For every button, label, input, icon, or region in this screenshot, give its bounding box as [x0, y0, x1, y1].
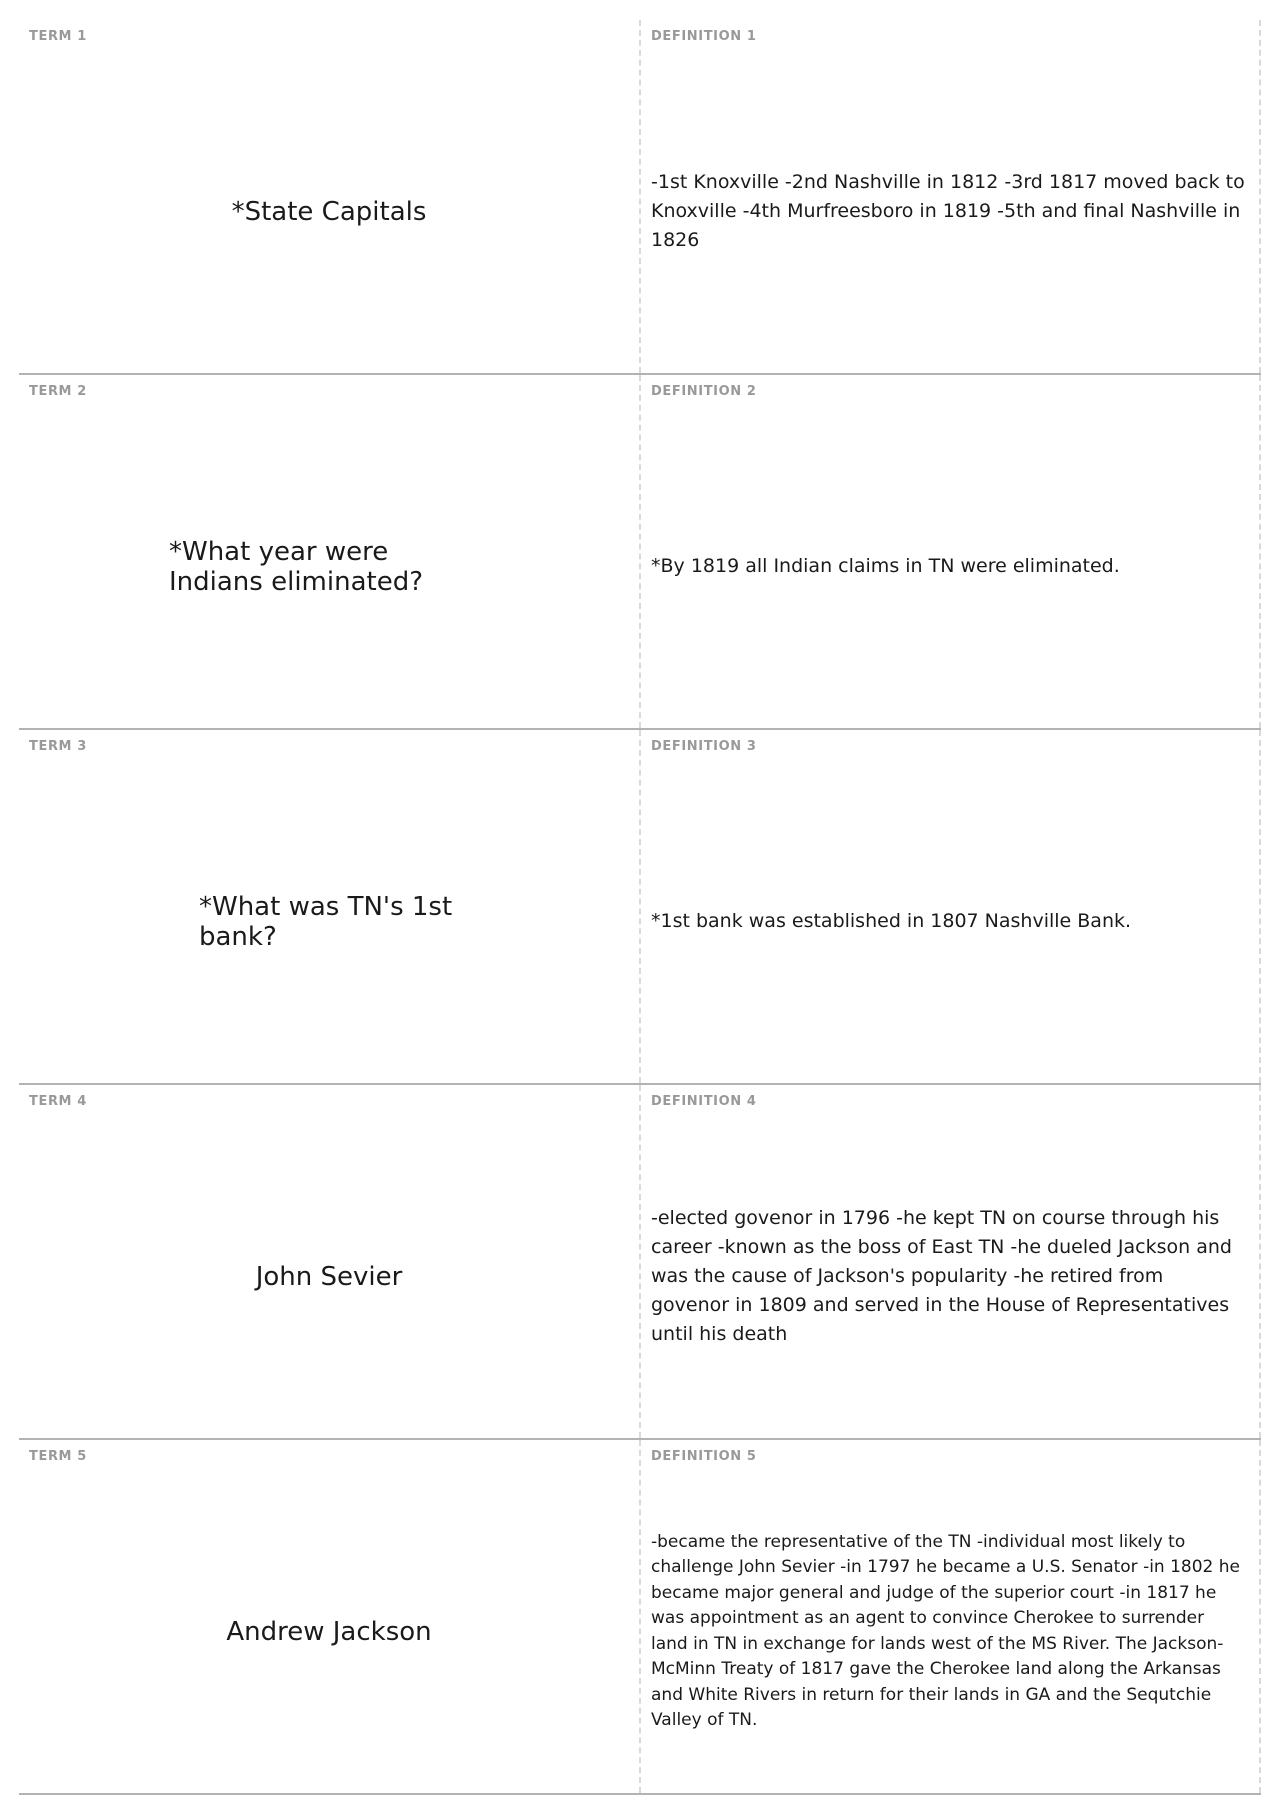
definition-cell — [641, 1440, 1261, 1793]
term-label: TERM 5 — [29, 1449, 87, 1464]
term-text: *What was TN's 1st bank? — [199, 891, 453, 952]
definition-text: *By 1819 all Indian claims in TN were eliminated. — [651, 555, 1120, 577]
definition-label: DEFINITION 1 — [651, 29, 757, 44]
term-text: *State Capitals — [231, 196, 427, 227]
definition-text: -became the representative of the TN -individual most likely to challenge John Sevier -in 1797 he became a U.S. Senator -in 1802 he became major general and judge of the superior court -in 1817 he was appointment as an agent to convince Cherokee to surrender land in TN in exchange for lands west of the MS River. The Jackson-McMinn Treaty of 1817 gave the Cherokee land along the Arkansas and White Rivers in return for their lands in GA and the Sequtchie Valley of TN. — [651, 1531, 1241, 1730]
flashcard-sheet — [19, 20, 1261, 1795]
term-cell — [19, 1085, 641, 1438]
card-row-5 — [19, 1440, 1261, 1795]
term-text: *What year were Indians eliminated? — [169, 536, 423, 597]
definition-cell — [641, 730, 1261, 1083]
term-cell — [19, 1440, 641, 1793]
definition-cell — [641, 1085, 1261, 1438]
definition-label: DEFINITION 2 — [651, 384, 757, 399]
definition-cell — [641, 20, 1261, 373]
card-row-1 — [19, 20, 1261, 375]
card-row-4 — [19, 1085, 1261, 1440]
definition-label: DEFINITION 4 — [651, 1094, 757, 1109]
term-cell — [19, 730, 641, 1083]
definition-text: *1st bank was established in 1807 Nashville Bank. — [651, 910, 1132, 932]
definition-text: -elected govenor in 1796 -he kept TN on course through his career -known as the boss of East TN -he dueled Jackson and was the cause of Jackson's popularity -he retired from govenor in 1809 and served in the House of Representatives until his death — [651, 1207, 1232, 1345]
term-text: Andrew Jackson — [226, 1616, 432, 1647]
term-cell — [19, 20, 641, 373]
definition-text: -1st Knoxville -2nd Nashville in 1812 -3rd 1817 moved back to Knoxville -4th Murfreesboro in 1819 -5th and final Nashville in 1826 — [651, 171, 1245, 251]
term-label: TERM 4 — [29, 1094, 87, 1109]
term-label: TERM 2 — [29, 384, 87, 399]
definition-label: DEFINITION 5 — [651, 1449, 757, 1464]
definition-label: DEFINITION 3 — [651, 739, 757, 754]
card-row-3 — [19, 730, 1261, 1085]
term-label: TERM 3 — [29, 739, 87, 754]
definition-cell — [641, 375, 1261, 728]
term-text: John Sevier — [255, 1261, 403, 1292]
card-row-2 — [19, 375, 1261, 730]
term-cell — [19, 375, 641, 728]
term-label: TERM 1 — [29, 29, 87, 44]
